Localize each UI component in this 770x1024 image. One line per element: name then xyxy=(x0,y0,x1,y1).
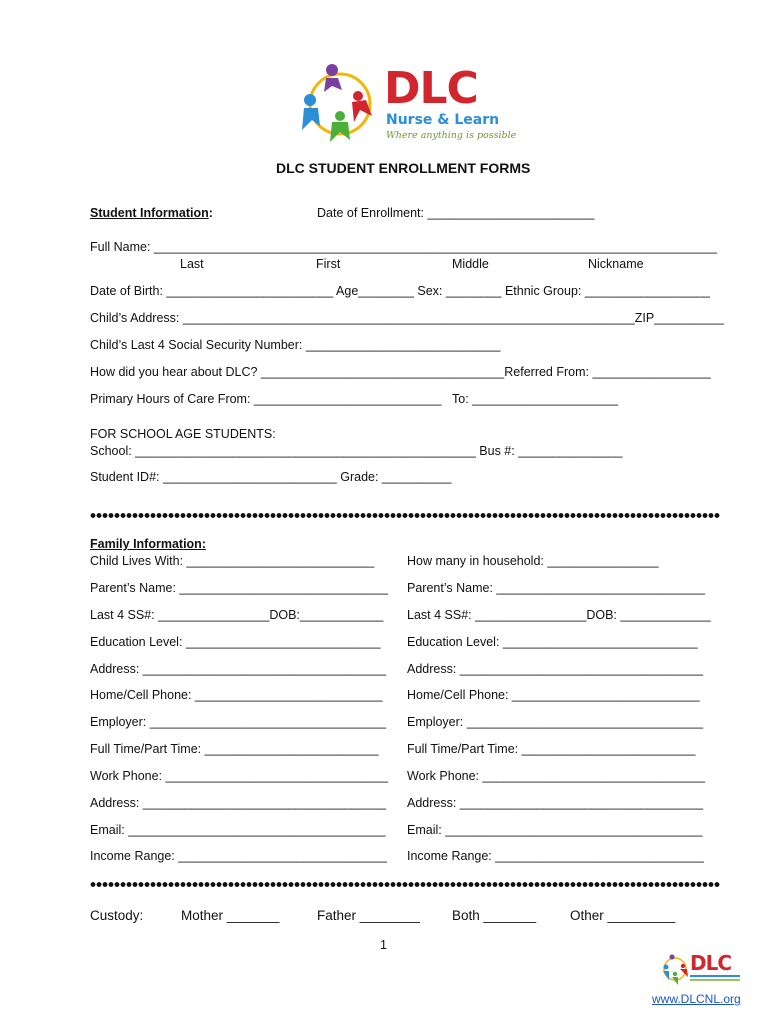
family-right-field[interactable]: Parent’s Name: ______________________________ xyxy=(407,581,705,595)
student-id-field[interactable]: Student ID#: _________________________ Grade: __________ xyxy=(90,470,452,484)
school-age-heading: FOR SCHOOL AGE STUDENTS: xyxy=(90,427,276,441)
kids-figures-icon xyxy=(296,60,382,146)
student-heading-colon: : xyxy=(208,206,213,220)
custody-other-field[interactable]: Other _________ xyxy=(570,908,676,923)
family-left-field[interactable]: Email: _____________________________________ xyxy=(90,823,386,837)
footer-logo xyxy=(660,952,742,988)
header-logo xyxy=(296,60,516,146)
footer-logo-brand: DLC xyxy=(690,951,732,975)
family-left-field[interactable]: Income Range: ______________________________ xyxy=(90,849,387,863)
custody-father-field[interactable]: Father ________ xyxy=(317,908,420,923)
child-ssn-field[interactable]: Child’s Last 4 Social Security Number: ____________________________ xyxy=(90,338,501,352)
family-left-field[interactable]: Address: ___________________________________ xyxy=(90,796,387,810)
student-heading-text: Student Information xyxy=(90,206,209,220)
family-right-field[interactable]: Education Level: ____________________________ xyxy=(407,635,698,649)
custody-label: Custody: xyxy=(90,908,144,923)
family-heading: Family Information: xyxy=(90,537,206,551)
family-left-field[interactable]: Education Level: ____________________________ xyxy=(90,635,381,649)
family-right-field[interactable]: Income Range: ______________________________ xyxy=(407,849,704,863)
family-right-field[interactable]: Email: _____________________________________ xyxy=(407,823,703,837)
hours-to-field[interactable]: To: _____________________ xyxy=(452,392,619,406)
family-left-field[interactable]: Home/Cell Phone: ___________________________ xyxy=(90,688,383,702)
student-heading xyxy=(90,206,213,220)
custody-both-field[interactable]: Both _______ xyxy=(452,908,537,923)
page-title: DLC STUDENT ENROLLMENT FORMS xyxy=(276,160,531,176)
family-right-field[interactable]: Work Phone: ________________________________ xyxy=(407,769,705,783)
family-right-field[interactable]: Employer: __________________________________ xyxy=(407,715,704,729)
name-part-last: Last xyxy=(180,257,204,271)
family-right-field[interactable]: Full Time/Part Time: _________________________ xyxy=(407,742,696,756)
family-left-field[interactable]: Full Time/Part Time: _________________________ xyxy=(90,742,379,756)
name-part-nickname: Nickname xyxy=(588,257,644,271)
name-part-middle: Middle xyxy=(452,257,489,271)
dob-field[interactable]: Date of Birth: ________________________ Age________ Sex: ________ Ethnic Group: __________________ xyxy=(90,284,710,298)
family-right-field[interactable]: Home/Cell Phone: ___________________________ xyxy=(407,688,700,702)
website-link[interactable]: www.DLCNL.org xyxy=(652,992,741,1006)
kids-figures-icon xyxy=(660,952,690,986)
logo-line1: Nurse & Learn xyxy=(386,112,500,128)
logo-line2: Where anything is possible xyxy=(386,130,517,141)
family-left-field[interactable]: Parent’s Name: ______________________________ xyxy=(90,581,388,595)
family-left-field[interactable]: Address: ___________________________________ xyxy=(90,662,387,676)
name-part-first: First xyxy=(316,257,341,271)
family-left-field[interactable]: Last 4 SS#: ________________DOB:____________ xyxy=(90,608,384,622)
school-field[interactable]: School: _________________________________________________ Bus #: _______________ xyxy=(90,444,623,458)
logo-brand: DLC xyxy=(384,63,478,114)
family-right-field[interactable]: How many in household: ________________ xyxy=(407,554,659,568)
page-number: 1 xyxy=(380,938,387,952)
referral-field[interactable]: How did you hear about DLC? ___________________________________Referred From: _________________ xyxy=(90,365,711,379)
family-left-field[interactable]: Work Phone: ________________________________ xyxy=(90,769,388,783)
footer-logo-tagline-bar xyxy=(690,975,740,977)
custody-mother-field[interactable]: Mother _______ xyxy=(181,908,280,923)
family-left-field[interactable]: Child Lives With: ___________________________ xyxy=(90,554,375,568)
footer-logo-tagline-bar xyxy=(690,979,740,981)
family-right-field[interactable]: Address: ___________________________________ xyxy=(407,662,704,676)
family-left-field[interactable]: Employer: __________________________________ xyxy=(90,715,387,729)
child-address-field[interactable]: Child’s Address: _________________________________________________________________ZIP__________ xyxy=(90,311,724,325)
hours-from-field[interactable]: Primary Hours of Care From: ___________________________ xyxy=(90,392,442,406)
family-right-field[interactable]: Address: ___________________________________ xyxy=(407,796,704,810)
family-right-field[interactable]: Last 4 SS#: ________________DOB: _____________ xyxy=(407,608,711,622)
full-name-field[interactable]: Full Name: _________________________________________________________________________________ xyxy=(90,240,718,254)
section-divider xyxy=(90,513,720,518)
section-divider xyxy=(90,882,720,887)
enrollment-date-field[interactable]: Date of Enrollment: ________________________ xyxy=(317,206,595,220)
